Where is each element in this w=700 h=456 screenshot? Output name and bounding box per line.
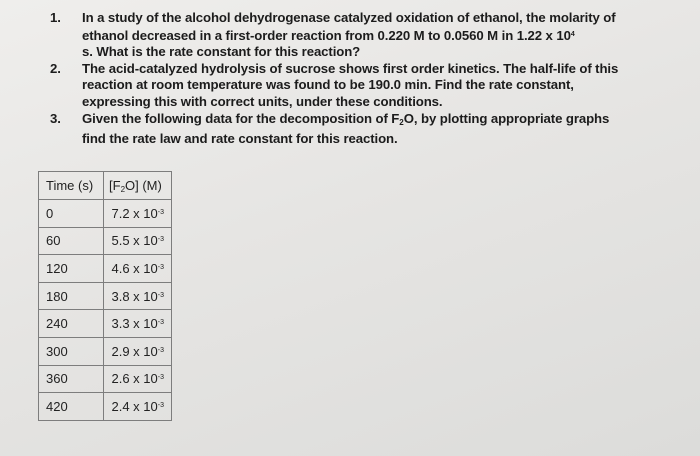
problem-3 [50,111,650,148]
table-row [39,310,172,338]
problem-text-part: s. What is the rate constant for this reaction? [82,44,361,60]
table-row [39,337,172,365]
exponent: -3 [157,263,164,271]
header-text-part: [F [109,177,121,193]
concentration-value: 4.6 x 10 [111,260,158,276]
exponent: -3 [157,401,164,409]
concentration-cell [104,200,172,228]
time-cell: 60 [39,227,104,255]
problem-1 [50,10,650,61]
table-row [39,227,172,255]
concentration-cell [104,255,172,283]
concentration-value: 5.5 x 10 [111,233,158,249]
concentration-cell [104,337,172,365]
concentration-value: 2.4 x 10 [111,398,158,414]
subscript: 2 [399,117,404,127]
concentration-value: 2.6 x 10 [111,371,158,387]
problem-text-part: Given the following data for the decomposition of F [82,110,400,126]
time-cell: 240 [39,310,104,338]
problem-text [82,111,650,148]
exponent: -3 [157,291,164,299]
table-row [39,365,172,393]
problem-text: The acid-catalyzed hydrolysis of sucrose shows first order kinetics. The half-life of this reaction at room temperature was found to be 190.0 min. Find the rate constant, expressing this with correct units, under these conditions. [82,60,619,109]
exponent: -3 [157,319,164,327]
table-row [39,393,172,421]
time-cell: 300 [39,337,104,365]
exponent: -3 [157,236,164,244]
problem-list [50,10,650,148]
problem-number: 3. [50,110,61,126]
column-header-time: Time (s) [39,172,104,200]
header-text-part: O] (M) [125,177,162,193]
table-header-row [39,172,172,200]
concentration-cell [104,365,172,393]
concentration-value: 3.3 x 10 [111,316,158,332]
problem-text [82,10,650,61]
exponent: 4 [570,30,575,38]
problem-2 [50,61,650,111]
table-row [39,200,172,228]
problem-number: 2. [50,60,61,76]
concentration-cell [104,227,172,255]
exponent: -3 [157,374,164,382]
table-body [39,200,172,421]
concentration-cell [104,393,172,421]
table-row [39,282,172,310]
exponent: -3 [157,208,164,216]
column-header-concentration [104,172,172,200]
concentration-value: 3.8 x 10 [111,288,158,304]
time-cell: 180 [39,282,104,310]
problem-text-part: O, by plotting appropriate graphs find the rate law and rate constant for this reaction. [82,110,610,147]
concentration-cell [104,282,172,310]
concentration-value: 2.9 x 10 [111,343,158,359]
time-cell: 120 [39,255,104,283]
exponent: -3 [157,346,164,354]
problem-text-part: In a study of the alcohol dehydrogenase catalyzed oxidation of ethanol, the molarity of ethanol decreased in a first-order reaction from 0.220 M to 0.0560 M in 1.22 x 10 [82,10,616,43]
time-cell: 0 [39,200,104,228]
concentration-cell [104,310,172,338]
data-table [38,171,172,421]
time-cell: 360 [39,365,104,393]
concentration-value: 7.2 x 10 [111,205,158,221]
subscript: 2 [120,184,126,194]
problem-number: 1. [50,10,61,25]
time-cell: 420 [39,393,104,421]
table-row [39,255,172,283]
